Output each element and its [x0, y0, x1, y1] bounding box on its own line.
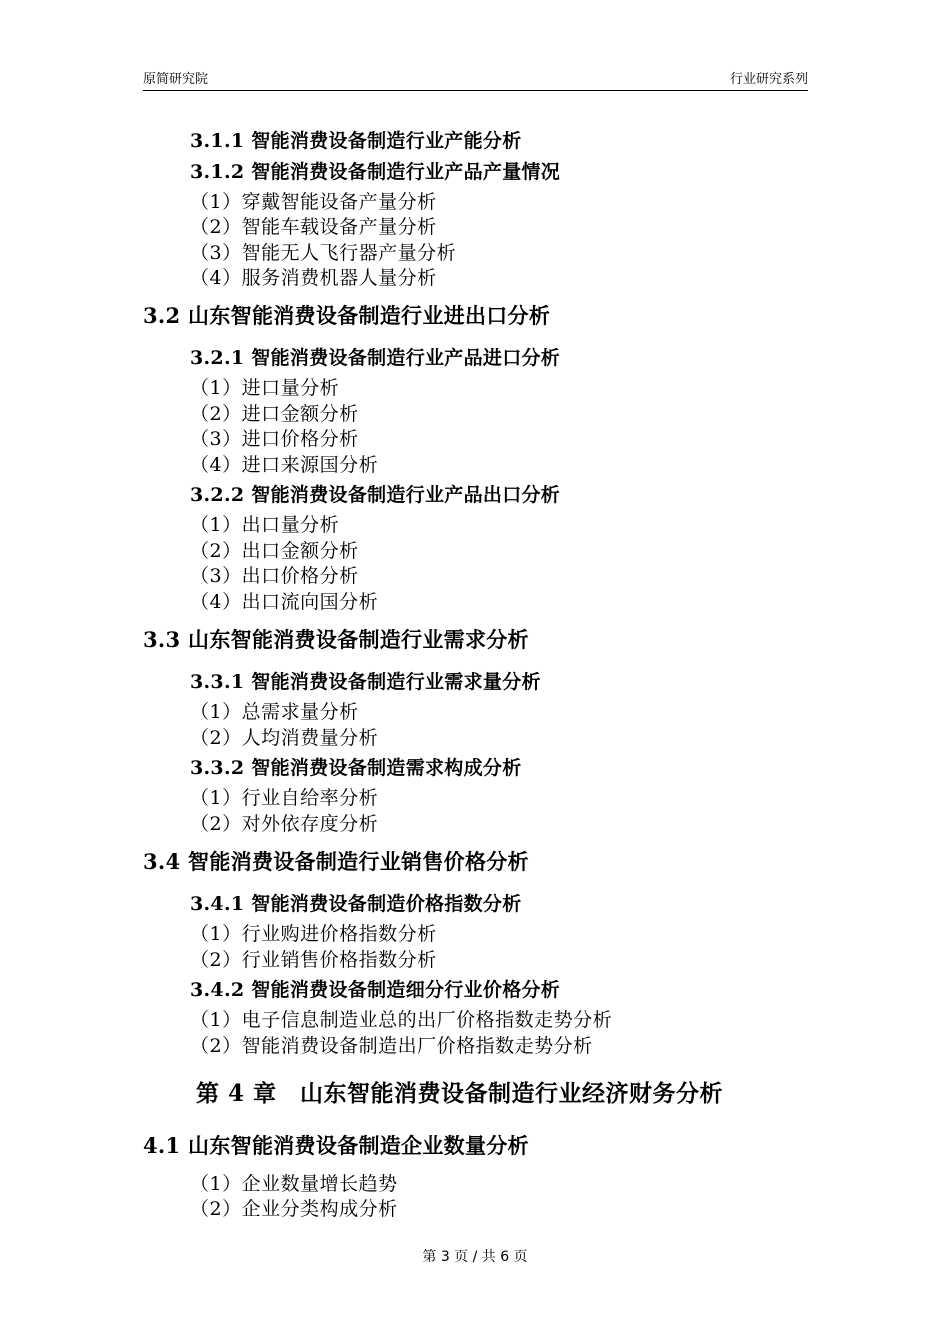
toc-4-1: 4.1 山东智能消费设备制造企业数量分析	[143, 1133, 529, 1158]
toc-item: （1）行业购进价格指数分析	[190, 923, 437, 945]
toc-item: （2）进口金额分析	[190, 403, 359, 425]
toc-item: （4）服务消费机器人量分析	[190, 267, 437, 289]
toc-item: （1）出口量分析	[190, 514, 340, 536]
toc-item: （3）智能无人飞行器产量分析	[190, 242, 457, 264]
toc-3-3: 3.3 山东智能消费设备制造行业需求分析	[143, 627, 529, 652]
page-footer: 第 3 页 / 共 6 页	[422, 1249, 528, 1265]
toc-3-2-1: 3.2.1 智能消费设备制造行业产品进口分析	[190, 347, 561, 369]
toc-item: （1）进口量分析	[190, 377, 340, 399]
header-org: 原简研究院	[143, 72, 209, 87]
toc-3-4: 3.4 智能消费设备制造行业销售价格分析	[143, 849, 529, 874]
header-series: 行业研究系列	[729, 72, 808, 87]
page-header	[143, 64, 808, 91]
toc-item: （3）进口价格分析	[190, 428, 359, 450]
toc-3-3-1: 3.3.1 智能消费设备制造行业需求量分析	[190, 671, 541, 693]
toc-3-3-2: 3.3.2 智能消费设备制造需求构成分析	[190, 757, 522, 779]
toc-item: （2）智能消费设备制造出厂价格指数走势分析	[190, 1035, 593, 1057]
toc-3-2: 3.2 山东智能消费设备制造行业进出口分析	[143, 303, 551, 328]
toc-3-2-2: 3.2.2 智能消费设备制造行业产品出口分析	[190, 484, 561, 506]
toc-item: （1）企业数量增长趋势	[190, 1173, 398, 1195]
toc-item: （1）电子信息制造业总的出厂价格指数走势分析	[190, 1009, 613, 1031]
toc-item: （1）行业自给率分析	[190, 787, 379, 809]
toc-item: （4）进口来源国分析	[190, 454, 379, 476]
toc-3-4-1: 3.4.1 智能消费设备制造价格指数分析	[190, 893, 522, 915]
toc-item: （2）对外依存度分析	[190, 813, 379, 835]
toc-3-1-1: 3.1.1 智能消费设备制造行业产能分析	[190, 130, 522, 152]
toc-item: （3）出口价格分析	[190, 565, 359, 587]
chapter-4-title: 第 4 章 山东智能消费设备制造行业经济财务分析	[196, 1080, 724, 1107]
toc-3-1-2: 3.1.2 智能消费设备制造行业产品产量情况	[190, 161, 561, 183]
toc-item: （2）人均消费量分析	[190, 727, 379, 749]
toc-item: （2）行业销售价格指数分析	[190, 949, 437, 971]
toc-item: （2）出口金额分析	[190, 540, 359, 562]
toc-item: （2）智能车载设备产量分析	[190, 216, 437, 238]
toc-item: （4）出口流向国分析	[190, 591, 379, 613]
toc-item: （1）穿戴智能设备产量分析	[190, 191, 437, 213]
toc-3-4-2: 3.4.2 智能消费设备制造细分行业价格分析	[190, 979, 561, 1001]
toc-item: （1）总需求量分析	[190, 701, 359, 723]
toc-item: （2）企业分类构成分析	[190, 1198, 398, 1220]
